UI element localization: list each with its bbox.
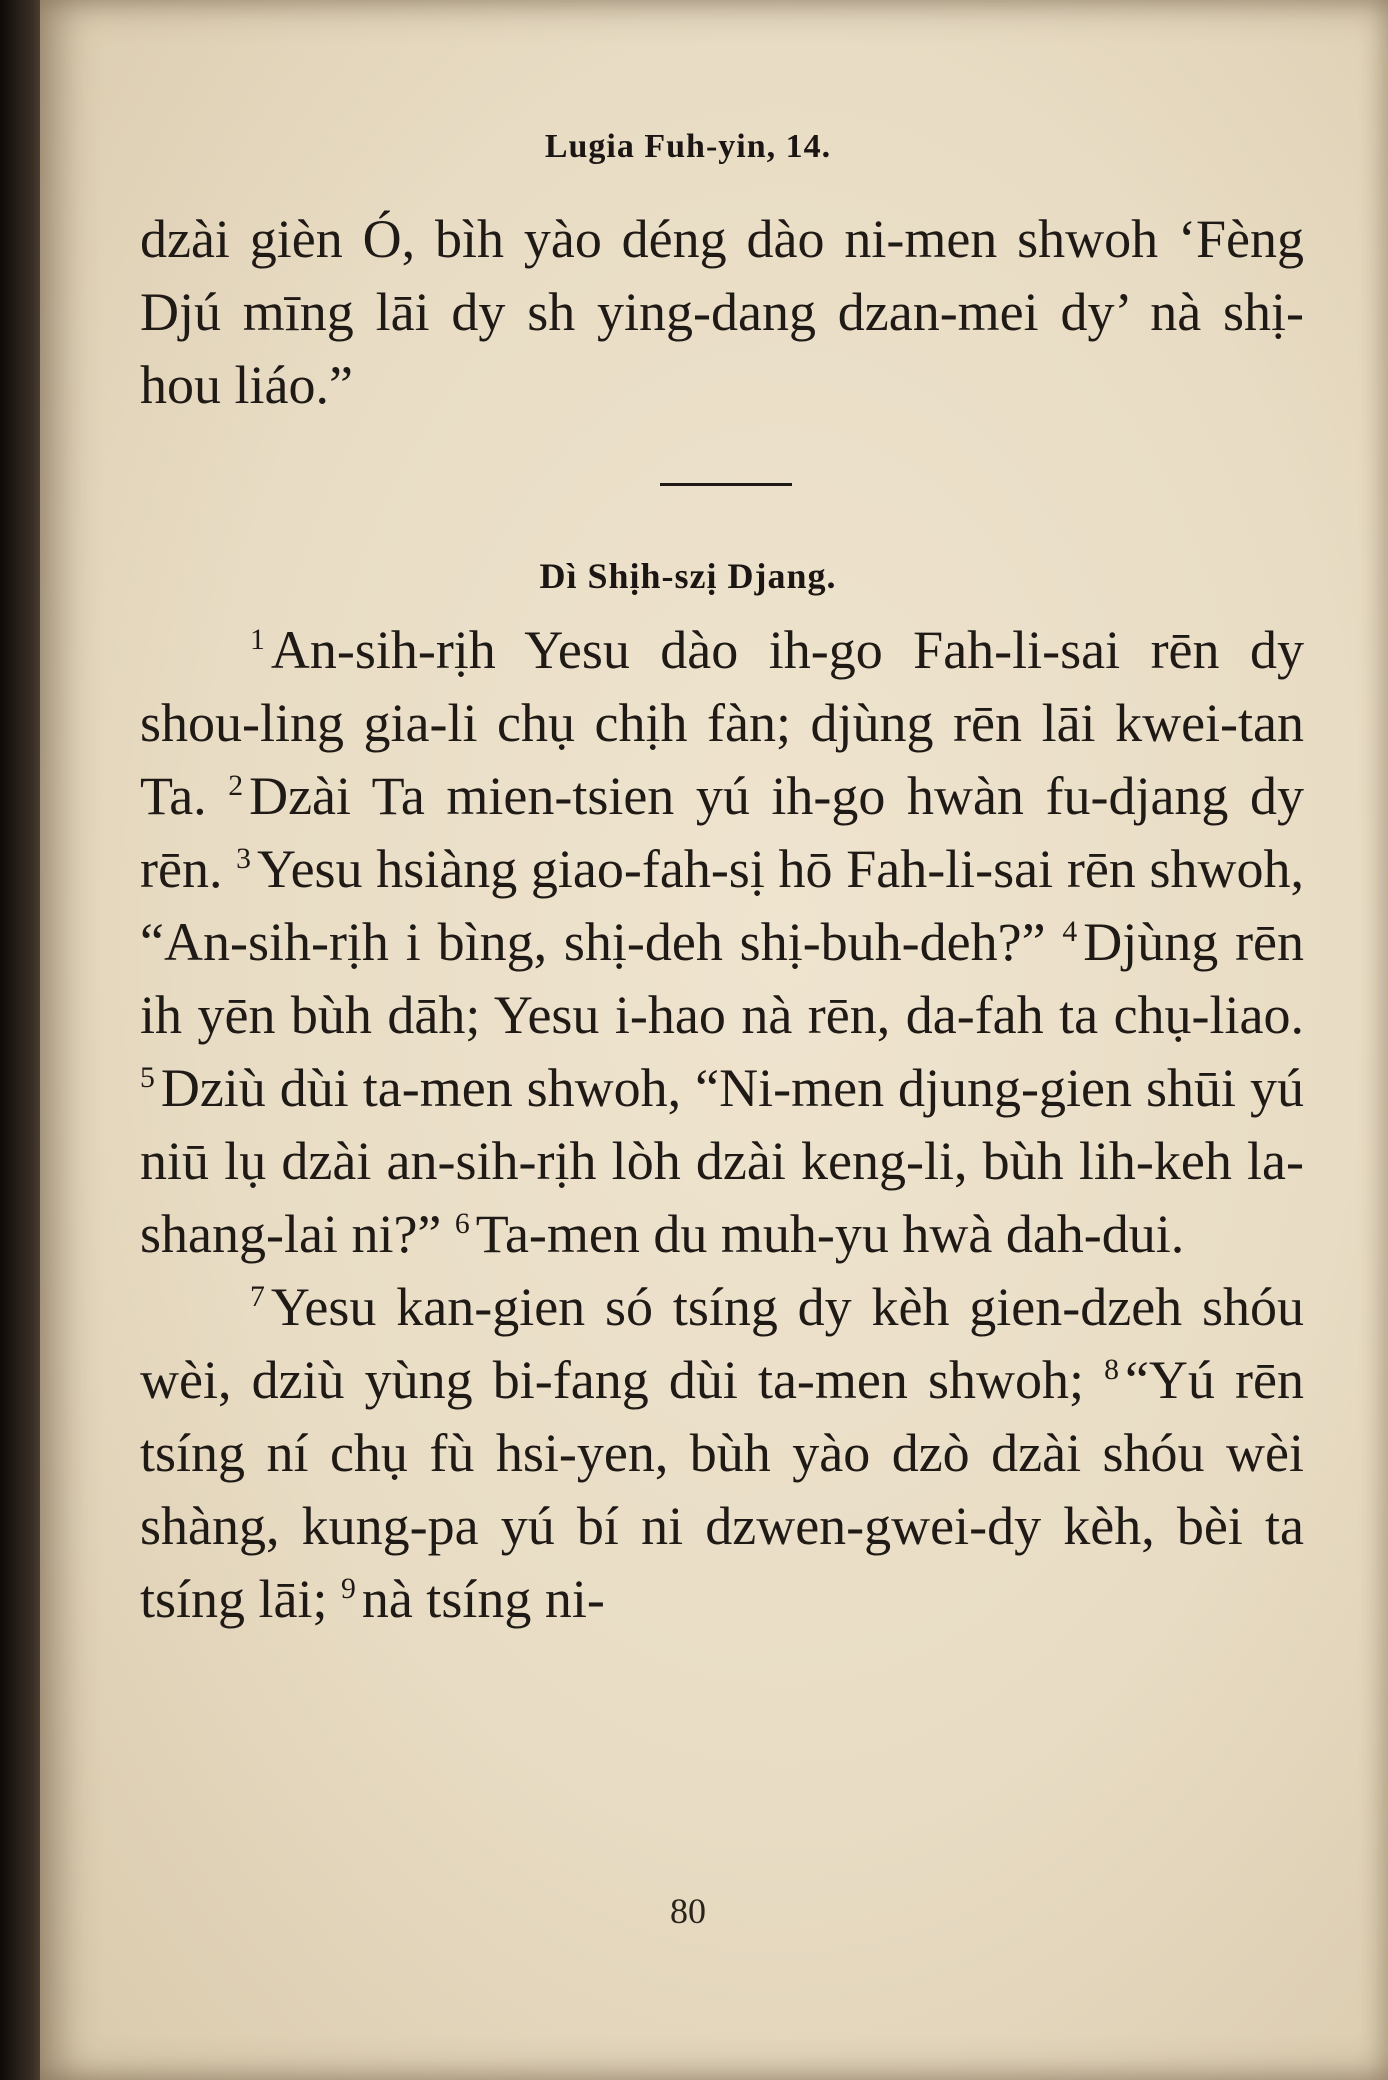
book-page: [40, 0, 1388, 2080]
verse-number: 6: [454, 1208, 470, 1240]
paragraph-verses-7-9: [140, 1271, 1304, 1636]
verse-number: 9: [341, 1573, 356, 1605]
verse-number: 4: [1062, 916, 1078, 948]
verse-number: 7: [250, 1281, 265, 1313]
page-number: 80: [670, 1891, 706, 1931]
verse-text: nà tsíng ni-: [361, 1569, 605, 1629]
verse-text: Djùng rēn ih yēn bùh dāh; Yesu i-hao nà rēn, da-fah ta chụ-liao.: [140, 912, 1305, 1045]
verse-text: Ta-men du muh-yu hwà dah-dui.: [475, 1204, 1185, 1264]
opening-passage-text: dzài gièn Ó, bìh yào déng dào ni-men shwoh ‘Fèng Djú mīng lāi dy sh ying-dang dzan-mei dy’ nà shị-hou liáo.”: [140, 209, 1304, 415]
verse-text: Dzài Ta mien-tsien yú ih-go hwàn fu-djang dy rēn.: [140, 766, 1304, 899]
paragraph-verses-1-6: [140, 614, 1304, 1271]
chapter-body: [140, 614, 1304, 1636]
verse-number: 3: [236, 843, 251, 875]
opening-passage: [140, 203, 1304, 422]
verse-number: 8: [1104, 1354, 1119, 1386]
verse-text: Yesu kan-gien só tsíng dy kèh gien-dzeh shóu wèi, dziù yùng bi-fang dùi ta-men shwoh;: [140, 1277, 1304, 1410]
verse-text: Dziù dùi ta-men shwoh, “Ni-men djung-gien shūi yú niū lụ dzài an-sih-rịh lòh dzài keng-li, bùh lih-keh la-shang-lai ni?”: [140, 1058, 1304, 1264]
section-divider-rule: [660, 483, 792, 486]
verse-text: An-sih-rịh Yesu dào ih-go Fah-li-sai rēn dy shou-ling gia-li chụ chịh fàn; djùng rēn lāi kwei-tan Ta.: [140, 620, 1304, 826]
verse-number: 1: [250, 624, 265, 656]
chapter-heading: Dì Shịh-szị Djang.: [539, 556, 837, 596]
verse-text: “Yú rēn tsíng ní chụ fù hsi-yen, bùh yào dzò dzài shóu wèi shàng, kung-pa yú bí ni dzwen-gwei-dy kèh, bèi ta tsíng lāi;: [140, 1350, 1304, 1629]
verse-text: Yesu hsiàng giao-fah-sị hō Fah-li-sai rēn shwoh, “An-sih-rịh i bìng, shị-deh shị-buh-deh?”: [140, 839, 1304, 972]
running-head: Lugia Fuh-yin, 14.: [544, 128, 832, 165]
verse-number: 5: [140, 1062, 155, 1094]
verse-number: 2: [228, 770, 244, 802]
